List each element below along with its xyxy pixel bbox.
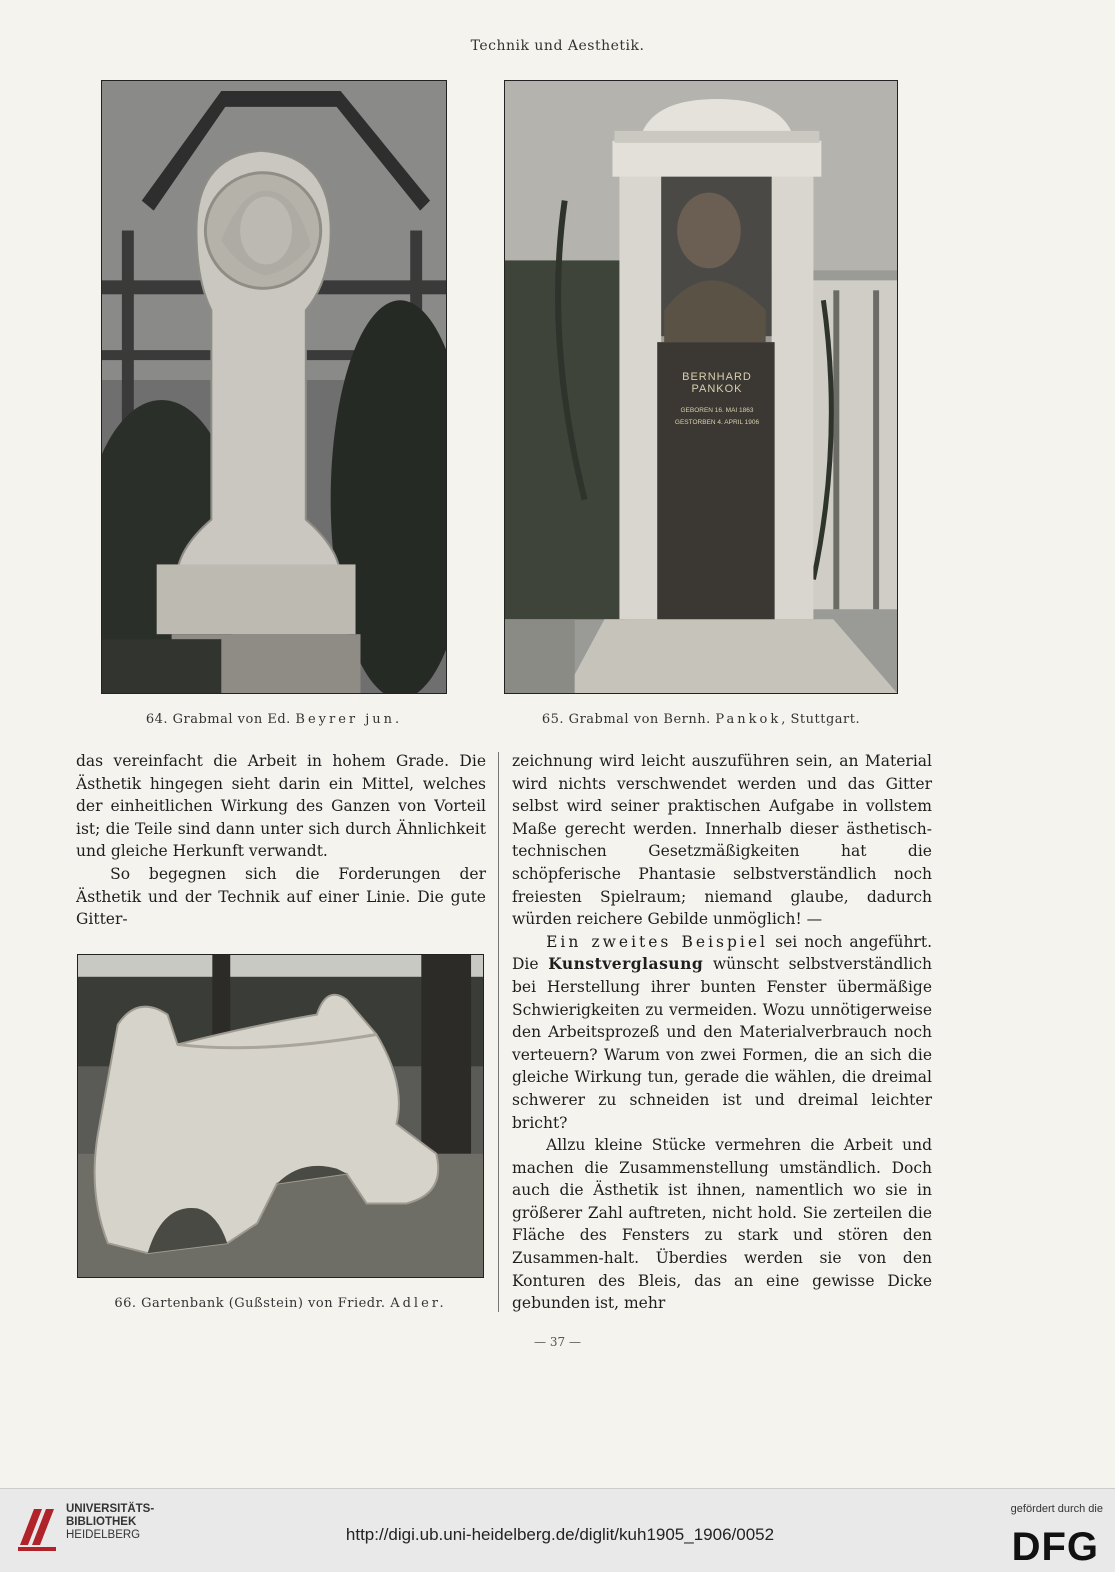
right-column [512,750,932,1315]
figure-65-photo [504,80,898,694]
figure-64-caption [101,712,447,727]
footer-bar [0,1488,1115,1572]
caption-artist: Beyrer jun. [295,712,403,727]
figure-66-caption [77,1296,484,1311]
inscription-name-last: PANKOK [691,383,743,395]
running-title: Technik und Aesthetik. [470,38,645,54]
paragraph: So begegnen sich die Forderungen der Ästhetik und der Technik auf einer Linie. Die gute Gitter- [76,864,486,929]
figure-65-caption [504,712,898,727]
paragraph: zeichnung wird leicht auszuführen sein, an Material wird nichts verschwendet werden und das Gitter selbst wird seiner praktischen Aufgabe in vollstem Maße gerecht werden. Innerhalb dieser ästhetisch-technischen Gesetzmäßigkeiten hat die schöpferische Phantasie selbstverständlich noch freiesten Spielraum; niemand glaube, dadurch würden reichere Gebilde unmöglich! — [512,752,932,929]
figure-64-photo [101,80,447,694]
funded-by-label: gefördert durch die [1010,1503,1103,1515]
figure-66-photo [77,954,484,1278]
library-name-line: UNIVERSITÄTS- [66,1503,155,1515]
caption-artist: Pankok [715,712,782,727]
library-logo-icon [14,1501,62,1553]
inscription-born: GEBOREN 16. MAI 1863 [680,407,754,414]
column-divider [498,752,499,1312]
paragraph [512,931,932,1134]
caption-artist: Adler. [390,1296,447,1311]
text-run: wünscht selbstverständlich bei Herstellung ihrer bunten Fenster übermäßige Schwierigkeiten zu vermeiden. Wozu unnötigerweise den Arbeitsprozeß und den Materialverbrauch noch verteuern? Warum von zwei Formen, die an sich die gleiche Wirkung tun, gerade die wählen, die dreimal schwerer zu schneiden ist und dreimal leichter bricht? [512,955,933,1132]
inscription-died: GESTORBEN 4. APRIL 1906 [674,419,760,426]
caption-text: 64. Grabmal von Ed. [145,712,291,727]
page-number: — 37 — [534,1335,581,1349]
text-run: sei noch angeführt. Die [512,932,933,974]
dfg-logo: DFG [1011,1525,1099,1569]
inscription-name-first: BERNHARD [682,371,752,383]
library-name-line: HEIDELBERG [66,1529,141,1541]
left-column [76,750,486,931]
emphasis-bold: Kunstverglasung [548,954,704,974]
emphasis-spaced: Ein zweites Beispiel [546,932,768,951]
caption-text: 66. Gartenbank (Gußstein) von Friedr. [114,1296,386,1311]
library-name-line: BIBLIOTHEK [66,1516,137,1528]
paragraph: Allzu kleine Stücke vermehren die Arbeit und machen die Zusammenstellung umständlich. Doch auch die Ästhetik ist ihnen, namentlich wo sie in größerer Zahl auftreten, nicht hold. Sie zerteilen die Fläche des Fensters zu stark und stören den Zusammen-halt. Überdies werden sie von den Konturen des Bleis, das an eine gewisse Dicke gebunden ist, mehr [512,1136,932,1313]
caption-text: 65. Grabmal von Bernh. [541,712,711,727]
permalink-url[interactable]: http://digi.ub.uni-heidelberg.de/diglit/kuh1905_1906/0052 [345,1525,775,1544]
caption-place: , Stuttgart. [781,712,861,727]
inscription [658,371,776,429]
paragraph: das vereinfacht die Arbeit in hohem Grade. Die Ästhetik hingegen sieht darin ein Mittel, welches der einheitlichen Wirkung des Ganzen von Vorteil ist; die Teile sind dann unter sich durch Ähnlichkeit und gleiche Herkunft verwandt. [76,752,486,861]
library-name [66,1503,154,1542]
